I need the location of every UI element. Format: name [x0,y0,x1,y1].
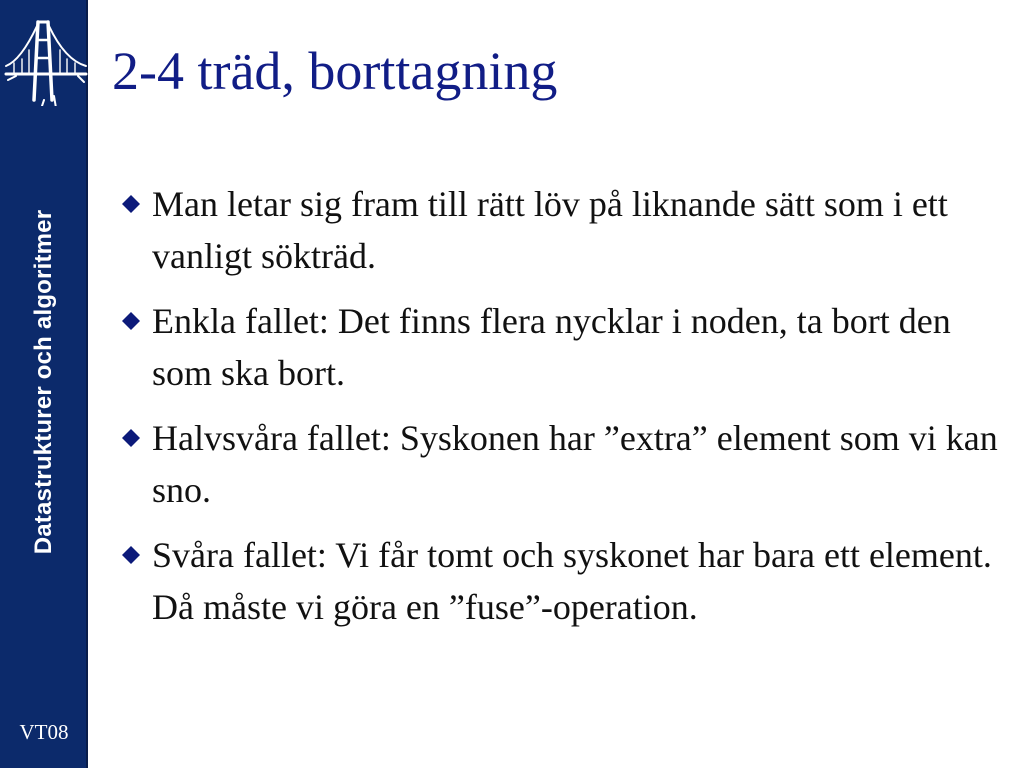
bullet-item [108,295,1008,399]
bullet-item [108,412,1008,516]
bullet-list [108,178,1008,646]
diamond-bullet-icon [122,546,140,564]
sidebar [0,0,88,768]
bridge-icon [4,16,88,106]
diamond-bullet-icon [122,429,140,447]
bullet-text: Man letar sig fram till rätt löv på liknande sätt som i ett vanligt sökträd. [152,184,948,276]
term-label: VT08 [19,720,69,744]
diamond-bullet-icon [122,312,140,330]
bullet-text: Svåra fallet: Vi får tomt och syskonet har bara ett element. Då måste vi göra en ”fuse”-operation. [152,535,992,627]
bullet-item [108,178,1008,282]
course-title: Datastrukturer och algoritmer [30,209,57,555]
bullet-item [108,529,1008,633]
diamond-bullet-icon [122,195,140,213]
slide-title: 2-4 träd, borttagning [112,41,558,101]
bullet-text: Halvsvåra fallet: Syskonen har ”extra” element som vi kan sno. [152,418,998,510]
bullet-text: Enkla fallet: Det finns flera nycklar i noden, ta bort den som ska bort. [152,301,951,393]
